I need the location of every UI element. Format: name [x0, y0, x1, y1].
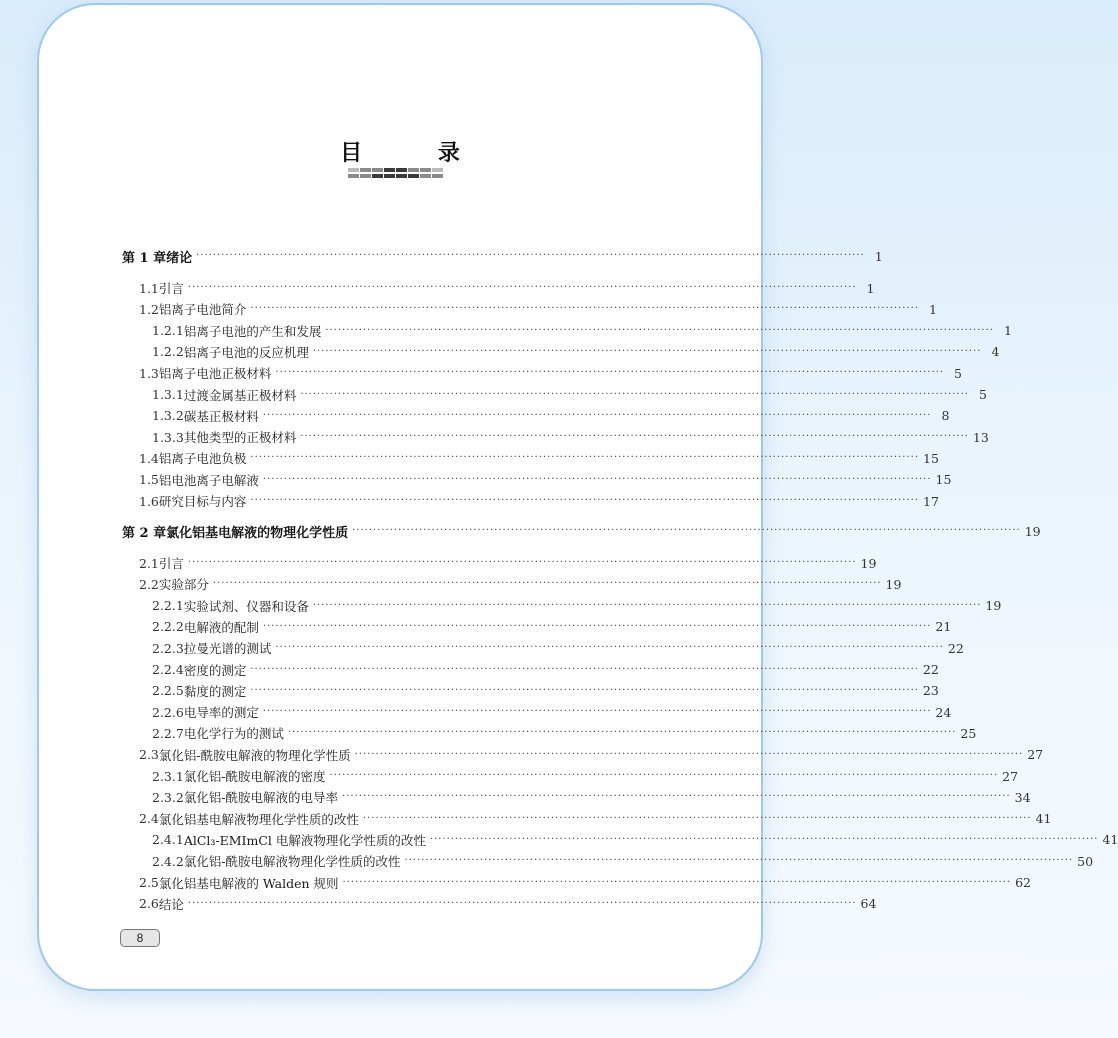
toc-entry-page: 5 [978, 387, 987, 402]
toc-entry-title: 研究目标与内容 [158, 494, 247, 509]
toc-entry-page: 5 [954, 365, 962, 381]
toc-entry-number: 1.2.1 [152, 323, 184, 339]
toc-entry-title: 氯化铝-酰胺电解液的密度 [183, 769, 326, 784]
toc-leader-dots: ································································································································································ [300, 431, 969, 443]
toc-entry-number: 2.3 [139, 747, 159, 763]
page-title: 目 录 [340, 140, 494, 166]
toc-entry[interactable] [152, 617, 952, 637]
toc-leader-dots: ································································································································································ [342, 791, 1011, 803]
toc-entry-page: 13 [972, 429, 989, 445]
toc-entry-number: 2.2.4 [152, 662, 184, 677]
toc-entry-title: 氯化铝-酰胺电解液的电导率 [183, 790, 339, 806]
toc-entry-number: 2.2.2 [152, 619, 184, 635]
toc-entry[interactable] [152, 596, 1002, 616]
toc-entry[interactable] [152, 321, 1012, 341]
toc-entry-title: 黏度的测定 [183, 683, 247, 699]
toc-leader-dots: ································································································································································ [275, 642, 944, 654]
toc-leader-dots: ································································································································································ [362, 812, 1032, 824]
toc-leader-dots: ································································································································································ [187, 897, 857, 909]
toc-entry-title: 拉曼光谱的测试 [183, 641, 272, 657]
title-decoration [348, 168, 443, 180]
toc-entry-number: 2.6 [139, 896, 159, 912]
toc-entry-number: 1.3.1 [152, 387, 184, 402]
toc-entry-number: 2.2 [139, 576, 159, 592]
toc-entry[interactable] [152, 385, 987, 405]
toc-entry-number: 2.2.5 [152, 683, 184, 699]
toc-leader-dots: ································································································································································ [342, 876, 1012, 888]
toc-entry-page: 50 [1077, 853, 1094, 869]
toc-entry-page: 19 [885, 576, 902, 592]
toc-leader-dots: ································································································································································ [354, 748, 1024, 760]
toc-entry-title: 电导率的测定 [183, 705, 259, 721]
toc-entry-page: 41 [1035, 811, 1052, 827]
toc-entry-title: 铝电池离子电解液 [158, 472, 259, 488]
toc-entry-title: 氯化铝基电解液的物理化学性质 [166, 525, 349, 541]
toc-entry-title: 过渡金属基正极材料 [183, 387, 297, 403]
toc-entry[interactable] [139, 809, 1052, 829]
toc-entry-page: 34 [1014, 789, 1031, 805]
toc-entry-title: AlCl₃-EMImCl 电解液物理化学性质的改性 [183, 832, 426, 848]
toc-entry[interactable] [152, 723, 977, 743]
toc-entry-number: 2.4 [139, 811, 159, 827]
toc-leader-dots: ································································································································································ [196, 250, 865, 261]
toc-entry-title: 氯化铝基电解液的 Walden 规则 [158, 875, 339, 891]
toc-leader-dots: ································································································································································ [250, 495, 919, 506]
toc-chapter[interactable] [122, 521, 1041, 541]
toc-entry-number: 2.2.6 [152, 704, 184, 720]
toc-entry[interactable] [139, 491, 939, 511]
toc-entry-title: 其他类型的正极材料 [183, 430, 297, 446]
toc-entry[interactable] [139, 448, 939, 468]
toc-entry[interactable] [152, 766, 1019, 786]
toc-entry-title: 电解液的配制 [183, 619, 259, 635]
toc-leader-dots: ································································································································································ [404, 855, 1074, 867]
toc-entry-number: 2.3.2 [152, 789, 184, 805]
toc-entry[interactable] [139, 894, 877, 914]
toc-leader-dots: ································································································································································ [262, 706, 932, 718]
toc-entry-title: 实验部分 [158, 577, 209, 593]
toc-entry-page: 23 [922, 683, 939, 699]
toc-entry[interactable] [139, 363, 962, 383]
toc-entry-page: 1 [866, 280, 875, 296]
toc-entry[interactable] [152, 406, 950, 426]
toc-leader-dots: ································································································································································ [287, 727, 957, 739]
toc-chapter[interactable] [122, 246, 883, 266]
toc-entry-page: 15 [935, 472, 952, 488]
toc-entry-number: 1.2.2 [152, 344, 184, 360]
toc-entry-page: 62 [1015, 875, 1031, 890]
toc-entry[interactable] [139, 745, 1044, 765]
toc-leader-dots: ································································································································································ [312, 599, 982, 611]
toc-entry-number: 2.1 [139, 555, 159, 571]
toc-entry-title: 引言 [158, 556, 184, 571]
toc-entry-number: 1.4 [139, 450, 159, 466]
toc-entry-page: 4 [991, 344, 1000, 360]
toc-entry-page: 1 [929, 301, 937, 317]
toc-entry-page: 22 [922, 662, 939, 677]
toc-entry-title: 实验试剂、仪器和设备 [183, 598, 309, 614]
toc-entry-title: 铝离子电池负极 [158, 451, 247, 467]
toc-entry-page: 19 [985, 598, 1002, 614]
toc-entry-page: 27 [1027, 747, 1044, 763]
toc-entry-number: 1.5 [139, 472, 159, 488]
toc-entry-title: 铝离子电池的反应机理 [183, 344, 309, 360]
toc-leader-dots: ································································································································································ [250, 684, 919, 696]
toc-leader-dots: ································································································································································ [325, 324, 994, 336]
toc-entry-page: 1 [874, 248, 883, 264]
toc-entry-title: 密度的测定 [183, 662, 247, 678]
toc-entry[interactable] [139, 278, 875, 298]
toc-entry-title: 氯化铝-酰胺电解液的物理化学性质 [158, 747, 351, 763]
toc-entry-title: 绪论 [166, 250, 193, 266]
toc-leader-dots: ································································································································································ [262, 620, 932, 632]
toc-entry-page: 25 [960, 725, 977, 741]
toc-entry-number: 2.4.1 [152, 832, 184, 848]
toc-entry[interactable] [152, 427, 989, 447]
toc-entry-number: 1.1 [139, 280, 159, 296]
toc-entry[interactable] [139, 873, 1031, 893]
toc-entry-number: 2.2.7 [152, 725, 184, 741]
toc-entry[interactable] [152, 681, 939, 701]
toc-entry-page: 24 [935, 704, 952, 720]
toc-entry-title: 结论 [158, 896, 184, 912]
toc-leader-dots: ································································································································································ [312, 345, 982, 357]
toc-entry[interactable] [152, 702, 952, 722]
toc-entry-number: 1.3 [139, 365, 159, 381]
toc-entry-page: 8 [941, 408, 950, 424]
toc-entry-number: 2.5 [139, 875, 159, 890]
toc-entry-page: 22 [947, 640, 964, 656]
toc-entry-number: 第 2 章 [122, 525, 167, 541]
toc-leader-dots: ································································································································································ [187, 557, 857, 568]
toc-leader-dots: ································································································································································ [329, 770, 999, 781]
toc-leader-dots: ································································································································································ [275, 367, 944, 379]
toc-entry-number: 1.6 [139, 493, 159, 509]
toc-entry-number: 2.3.1 [152, 768, 184, 784]
page-number-badge: 8 [120, 929, 160, 947]
toc-entry-title: 铝离子电池正极材料 [158, 366, 272, 382]
toc-entry-page: 27 [1002, 768, 1019, 784]
toc-leader-dots: ································································································································································ [187, 282, 857, 293]
toc-entry-page: 41 [1102, 832, 1118, 848]
toc-entry-title: 氯化铝基电解液物理化学性质的改性 [158, 811, 359, 827]
toc-entry[interactable] [152, 342, 1000, 362]
toc-entry[interactable] [139, 299, 937, 319]
toc-entry-number: 2.2.3 [152, 640, 184, 656]
toc-entry-number: 1.3.2 [152, 408, 184, 424]
toc-entry-number: 第 1 章 [122, 250, 167, 266]
toc-entry-title: 铝离子电池简介 [158, 302, 247, 318]
toc-leader-dots: ································································································································································ [250, 303, 919, 315]
toc-entry-number: 2.4.2 [152, 853, 184, 869]
toc-entry-number: 2.2.1 [152, 598, 184, 614]
toc-entry[interactable] [152, 638, 964, 658]
toc-entry[interactable] [152, 851, 1094, 871]
toc-entry-page: 21 [935, 619, 952, 635]
toc-entry[interactable] [139, 470, 952, 490]
toc-entry[interactable] [139, 553, 877, 573]
toc-leader-dots: ································································································································································ [352, 525, 1021, 536]
toc-leader-dots: ································································································································································ [429, 833, 1099, 845]
toc-entry[interactable] [152, 787, 1031, 807]
toc-entry[interactable] [152, 830, 1118, 850]
toc-entry[interactable] [152, 660, 939, 680]
toc-entry-title: 电化学行为的测试 [183, 726, 284, 742]
toc-entry-number: 1.2 [139, 301, 159, 317]
toc-leader-dots: ································································································································································ [300, 388, 969, 400]
toc-leader-dots: ································································································································································ [212, 578, 882, 590]
toc-entry-page: 15 [923, 450, 939, 466]
toc-entry-page: 19 [860, 555, 877, 571]
toc-entry-title: 氯化铝-酰胺电解液物理化学性质的改性 [183, 854, 401, 870]
toc-entry-title: 引言 [158, 281, 184, 296]
toc-entry-page: 17 [923, 493, 939, 509]
toc-entry-page: 1 [1003, 323, 1012, 339]
toc-entry-page: 19 [1024, 523, 1041, 539]
toc-leader-dots: ································································································································································ [250, 663, 919, 675]
toc-leader-dots: ································································································································································ [262, 409, 932, 421]
toc-entry[interactable] [139, 574, 902, 594]
toc-entry-title: 碳基正极材料 [183, 408, 259, 424]
toc-leader-dots: ································································································································································ [250, 452, 919, 464]
toc-entry-number: 1.3.3 [152, 429, 184, 445]
toc-leader-dots: ································································································································································ [262, 473, 932, 485]
toc-entry-page: 64 [860, 896, 877, 912]
toc-entry-title: 铝离子电池的产生和发展 [183, 323, 322, 339]
